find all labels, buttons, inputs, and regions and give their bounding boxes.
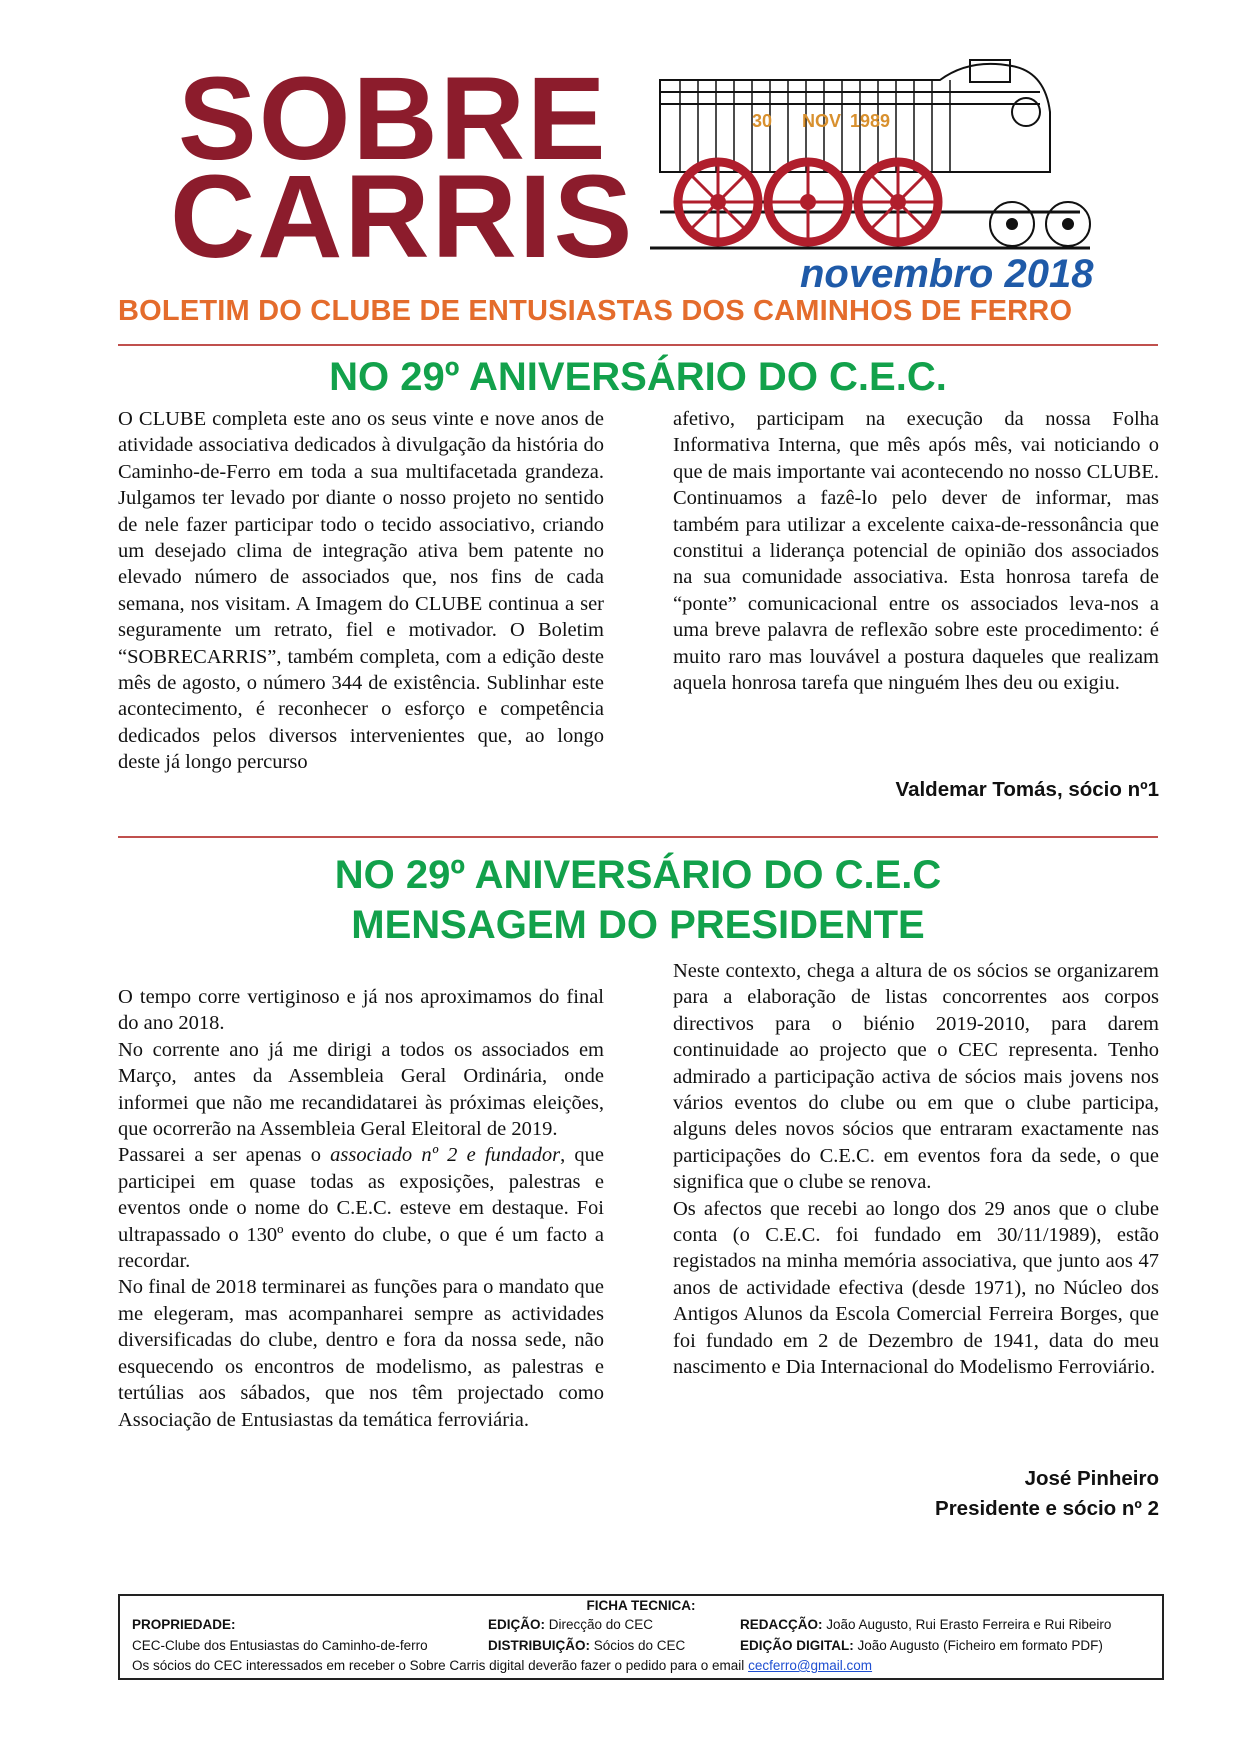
date-plate [752, 111, 890, 131]
redaccao-line: REDACÇÃO: João Augusto, Rui Erasto Ferreira e Rui Ribeiro [740, 1617, 1112, 1632]
ficha-tecnica-box [118, 1594, 1164, 1680]
edicao-digital-line: EDIÇÃO DIGITAL: João Augusto (Ficheiro em formato PDF) [740, 1638, 1103, 1653]
divider-top [118, 344, 1158, 346]
signature-name: José Pinheiro [1024, 1467, 1159, 1490]
article2-signature [673, 1464, 1159, 1524]
article2-left-p3: Passarei a ser apenas o associado nº 2 e fundador, que participei em quase todas as exposições, palestras e eventos onde o nome do C.E.C. esteve em destaque. Foi ultrapassado o 130º evento do clube, o que é um facto a recordar. [118, 1144, 604, 1273]
edition-date: novembro 2018 [800, 252, 1094, 296]
logo-sobre: SOBRE [178, 53, 608, 185]
article2-title-line2: MENSAGEM DO PRESIDENTE [351, 903, 925, 947]
edicao-line: EDIÇÃO: Direcção do CEC [488, 1617, 654, 1632]
article2-right-p2: Os afectos que recebi ao longo dos 29 anos que o clube conta (o C.E.C. foi fundado em 30/11/1989), estão registados na minha memória associativa, que junto aos 47 anos de actividade efectiva (desde 1971), no Núcleo dos Antigos Alunos da Escola Comercial Ferreira Borges, que foi fundado em 2 de Dezembro de 1941, data do meu nascimento e Dia Internacional do Modelismo Ferroviário. [673, 1197, 1159, 1379]
article1-title: NO 29º ANIVERSÁRIO DO C.E.C. [329, 355, 947, 399]
signature-role: Presidente e sócio nº 2 [935, 1497, 1159, 1520]
article2-title-line1: NO 29º ANIVERSÁRIO DO C.E.C [334, 853, 942, 897]
article1-right-column [673, 406, 1159, 696]
email-link[interactable]: cecferro@gmail.com [748, 1658, 873, 1673]
propriedade-label: PROPRIEDADE: [132, 1617, 236, 1632]
divider-middle [118, 836, 1158, 838]
article1-left-text: O CLUBE completa este ano os seus vinte e nove anos de atividade associativa dedicados à divulgação da história do Caminho-de-Ferro em toda a sua multifacetada grandeza. Julgamos ter levado por diante o nosso projeto no sentido de nele fazer participar todo o tecido associativo, criando um desejado clima de integração ativa bem patente no elevado número de associados que, nos fins de cada semana, nos visitam. A Imagem do CLUBE continua a ser seguramente um retrato, fiel e motivador. O Boletim “SOBRECARRIS”, também completa, com a edição deste mês de agosto, o número 344 de existência. Sublinhar este acontecimento, é reconhecer o esforço e competência dedicados pelos diversos intervenientes que, ao longo deste já longo percurso [118, 408, 604, 774]
article2-left-p2: No corrente ano já me dirigi a todos os associados em Março, antes da Assembleia Geral Ordinária, onde informei que não me recandidatarei às próximas eleições, que ocorrerão na Assembleia Geral Eleitoral de 2019. [118, 1038, 604, 1141]
distribuicao-line: DISTRIBUIÇÃO: Sócios do CEC [488, 1638, 686, 1653]
plate-day: 30 [752, 111, 773, 131]
article2-left-p4: No final de 2018 terminarei as funções para o mandato que me elegeram, mas acompanharei sempre as actividades diversificadas do clube, dentro e fora da nossa sede, não esquecendo os encontros de modelismo, as palestras e tertúlias aos sábados, que nos têm projectado como Associação de Entusiastas da temática ferroviária. [118, 1276, 604, 1431]
article2-right-column [673, 958, 1159, 1381]
ficha-title: FICHA TECNICA: [586, 1598, 696, 1613]
propriedade-value: CEC-Clube dos Entusiastas do Caminho-de-ferro [132, 1638, 428, 1653]
article2-right-p1: Neste contexto, chega a altura de os sócios se organizarem para a elaboração de listas concorrentes aos corpos directivos para o biénio 2019-2010, para darem continuidade ao projecto que o CEC representa. Tenho admirado a participação activa de sócios mais jovens nos vários eventos do clube ou em que o clube participa, alguns deles novos sócios que entraram exactamente nas participações do C.E.C. em eventos fora da sede, o que significa que o clube se renova. [673, 960, 1159, 1194]
article2-left-p1: O tempo corre vertiginoso e já nos aproximamos do final do ano 2018. [118, 986, 604, 1035]
article1-left-column [118, 406, 604, 776]
article1-right-text: afetivo, participam na execução da nossa Folha Informativa Interna, que mês após mês, vai noticiando o que de mais importante vai acontecendo no nosso CLUBE. Continuamos a fazê-lo pelo dever de informar, mas também para utilizar a excelente caixa-de-ressonância que constitui a liderança potencial de opinião dos associados na sua comunidade associativa. Esta honrosa tarefa de “ponte” comunicacional entre os associados leva-nos a uma breve palavra de reflexão sobre este procedimento: é muito raro mas louvável a postura daqueles que realizam aquela honrosa tarefa que ninguém lhes deu ou exigiu. [673, 408, 1159, 695]
locomotive-illustration [640, 52, 1110, 252]
article2-left-column [118, 984, 604, 1433]
article2-title [118, 850, 1158, 950]
logo-carris: CARRIS [170, 151, 635, 283]
article1-signature: Valdemar Tomás, sócio nº1 [895, 778, 1159, 801]
plate-month: NOV [802, 111, 842, 131]
plate-year: 1989 [850, 111, 891, 131]
bulletin-subtitle: BOLETIM DO CLUBE DE ENTUSIASTAS DOS CAMINHOS DE FERRO [118, 295, 1073, 327]
ficha-note: Os sócios do CEC interessados em receber o Sobre Carris digital deverão fazer o pedido para o email cecferro@gmail.com [132, 1658, 873, 1673]
